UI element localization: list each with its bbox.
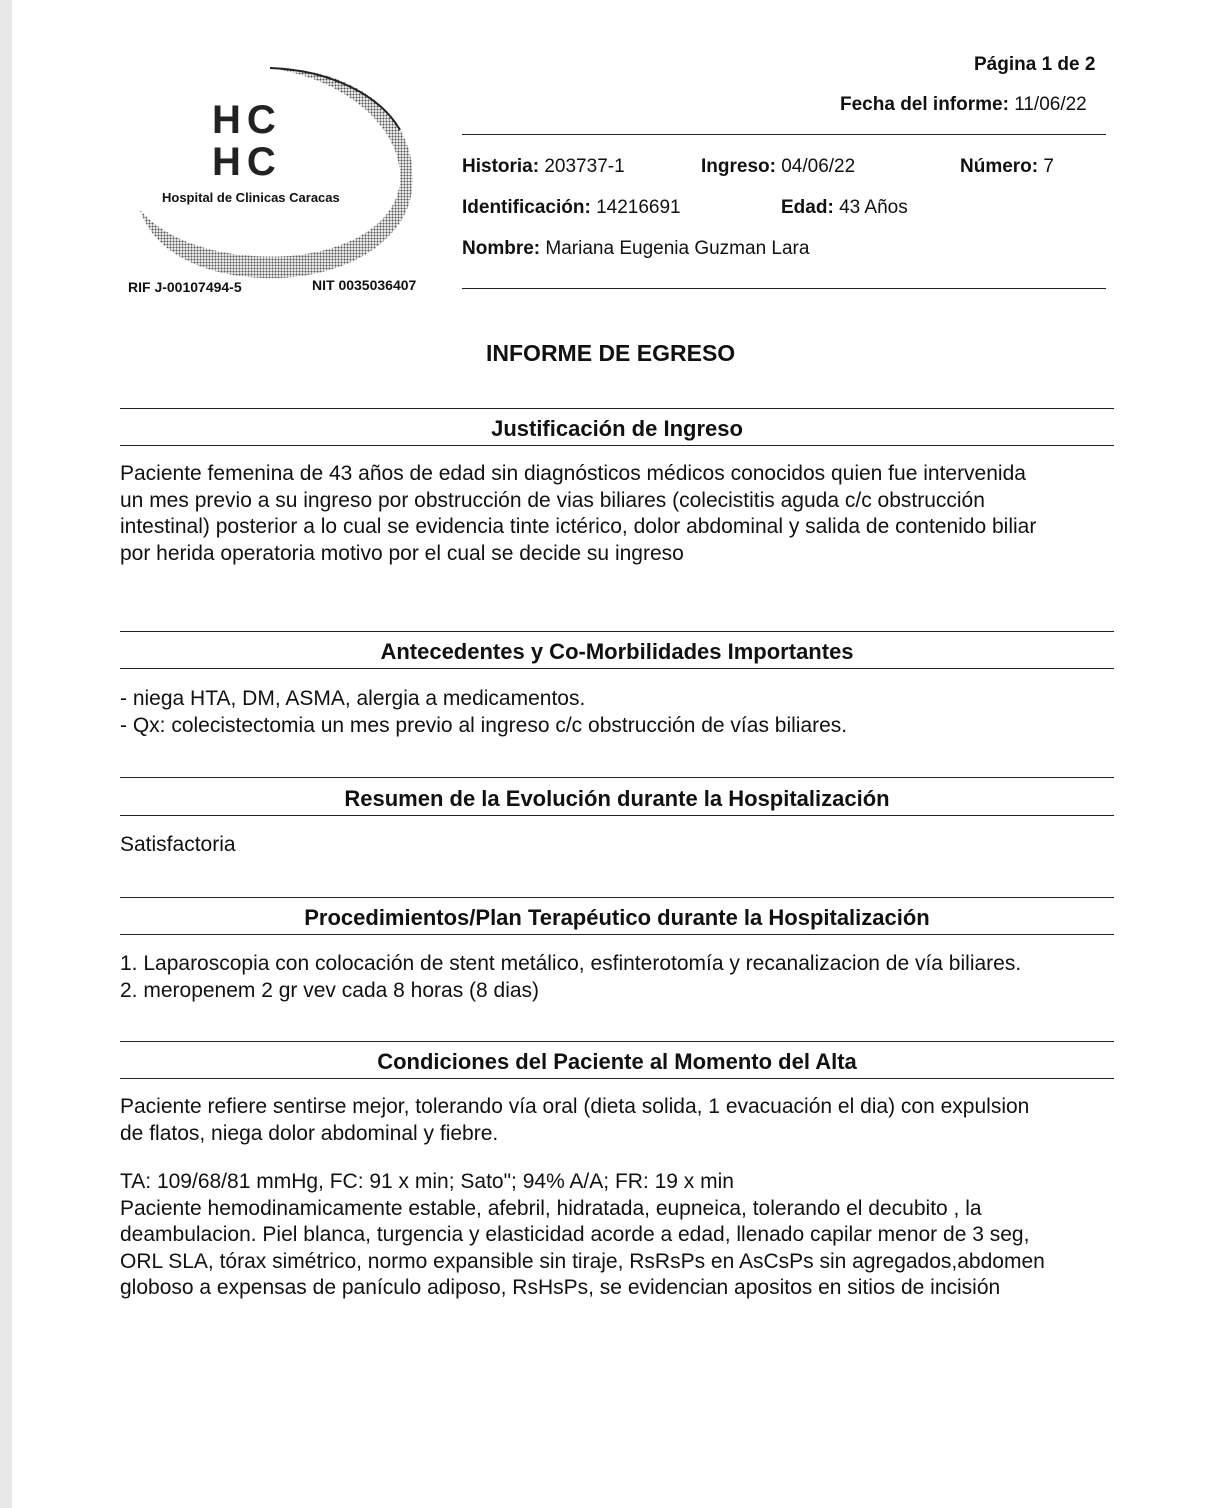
header-rule-top [462, 134, 1106, 135]
nombre-value: Mariana Eugenia Guzman Lara [545, 238, 810, 259]
identificacion-field [462, 197, 681, 219]
section-rule [120, 631, 1114, 632]
text-line: Paciente femenina de 43 años de edad sin diagnósticos médicos conocidos quien fue intervenida [120, 462, 1026, 485]
section-rule [120, 934, 1114, 935]
text-line: - niega HTA, DM, ASMA, alergia a medicamentos. [120, 687, 586, 710]
text-line: - Qx: colecistectomia un mes previo al ingreso c/c obstrucción de vías biliares. [120, 713, 848, 737]
section-title-antecedentes: Antecedentes y Co-Morbilidades Importantes [380, 639, 854, 664]
section-rule [120, 897, 1114, 898]
numero-value: 7 [1043, 156, 1054, 177]
section-rule [120, 668, 1114, 669]
text-line: TA: 109/68/81 mmHg, FC: 91 x min; Sato"; 94% A/A; FR: 19 x min [120, 1170, 734, 1193]
antecedentes-text [120, 686, 1110, 739]
report-date-value: 11/06/22 [1014, 94, 1087, 115]
logo-abbr-top: HC [212, 98, 282, 142]
section-title-procedimientos: Procedimientos/Plan Terapéutico durante la Hospitalización [304, 905, 930, 930]
section-rule [120, 445, 1114, 446]
identificacion-label: Identificación: [462, 197, 591, 218]
justificacion-text [120, 461, 1110, 567]
hospital-name: Hospital de Clinicas Caracas [162, 190, 344, 205]
ingreso-value: 04/06/22 [781, 156, 856, 177]
hospital-logo [130, 60, 430, 290]
section-title-justificacion: Justificación de Ingreso [491, 416, 743, 441]
nombre-field [462, 238, 809, 260]
numero-label: Número: [960, 156, 1039, 177]
report-date-label: Fecha del informe: [840, 94, 1009, 115]
procedimientos-text [120, 951, 1110, 1004]
resumen-text [120, 832, 1110, 859]
section-rule [120, 815, 1114, 816]
text-line: intestinal) posterior a lo cual se evidencia tinte ictérico, dolor abdominal y salida de contenido biliar [120, 515, 1037, 538]
text-line: 2. meropenem 2 gr vev cada 8 horas (8 dias) [120, 978, 540, 1002]
hospital-rif: RIF J-00107494-5 [128, 279, 242, 295]
nombre-label: Nombre: [462, 238, 541, 259]
text-line: globoso a expensas de panículo adiposo, RsHsPs, se evidencian apositos en sitios de incisión [120, 1276, 1001, 1299]
section-rule [120, 777, 1114, 778]
section-title-resumen: Resumen de la Evolución durante la Hospitalización [344, 786, 890, 811]
edad-field [781, 197, 908, 219]
document-title: INFORME DE EGRESO [486, 340, 736, 366]
ingreso-field [701, 156, 855, 178]
section-rule [120, 1041, 1114, 1042]
historia-value: 203737-1 [544, 156, 625, 177]
section-title-condiciones: Condiciones del Paciente al Momento del Alta [377, 1049, 857, 1074]
text-line: Paciente refiere sentirse mejor, tolerando vía oral (dieta solida, 1 evacuación el dia) con expulsion [120, 1095, 1030, 1118]
text-line: de flatos, niega dolor abdominal y fiebre. [120, 1121, 499, 1145]
page-edge [0, 0, 12, 1508]
text-line: un mes previo a su ingreso por obstrucción de vias biliares (colecistitis aguda c/c obstrucción [120, 488, 985, 512]
text-line: Satisfactoria [120, 833, 236, 856]
historia-field [462, 156, 625, 178]
text-line: ORL SLA, tórax simétrico, normo expansible sin tiraje, RsRsPs en AsCsPs sin agregados,abdomen [120, 1249, 1045, 1273]
page-number: Página 1 de 2 [974, 54, 1096, 75]
ingreso-label: Ingreso: [701, 156, 776, 177]
condiciones-exam-text [120, 1169, 1110, 1302]
text-line: Paciente hemodinamicamente estable, afebril, hidratada, eupneica, tolerando el decubito , la [120, 1196, 982, 1220]
condiciones-text [120, 1094, 1110, 1147]
edad-value: 43 Años [839, 197, 908, 218]
header-rule-bottom [462, 288, 1106, 289]
report-date [840, 94, 1087, 116]
text-line: deambulacion. Piel blanca, turgencia y elasticidad acorde a edad, llenado capilar menor de 3 seg, [120, 1223, 1030, 1246]
section-rule [120, 1078, 1114, 1079]
logo-abbr-bottom: HC [212, 140, 282, 184]
numero-field [960, 156, 1054, 178]
hospital-nit: NIT 0035036407 [312, 277, 417, 293]
edad-label: Edad: [781, 197, 834, 218]
historia-label: Historia: [462, 156, 540, 177]
identificacion-value: 14216691 [596, 197, 681, 218]
section-rule [120, 408, 1114, 409]
text-line: por herida operatoria motivo por el cual se decide su ingreso [120, 541, 684, 565]
text-line: 1. Laparoscopia con colocación de stent metálico, esfinterotomía y recanalizacion de vía biliares. [120, 952, 1022, 975]
